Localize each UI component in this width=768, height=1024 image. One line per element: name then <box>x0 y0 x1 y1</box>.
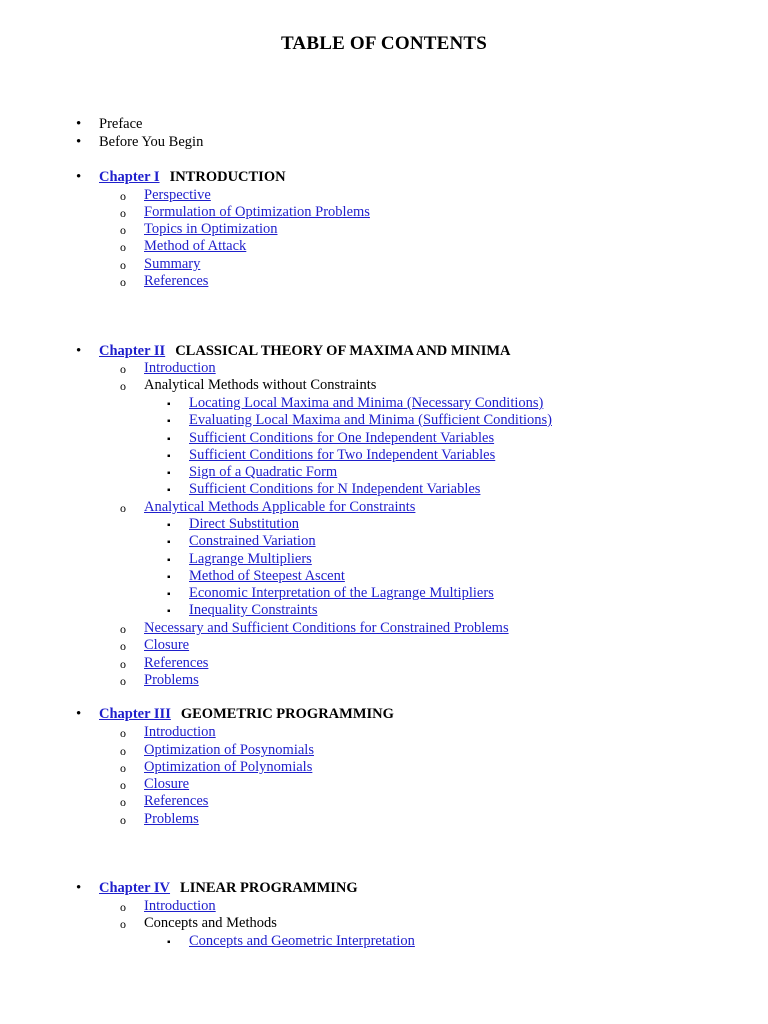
section-entry <box>120 811 199 828</box>
section-entry <box>120 377 377 394</box>
circle-bullet-icon: o <box>120 639 126 653</box>
circle-bullet-icon: o <box>120 917 126 931</box>
section-entry <box>120 221 278 238</box>
toc-link[interactable]: Constrained Variation <box>189 533 316 549</box>
toc-link[interactable]: Topics in Optimization <box>144 221 278 237</box>
toc-link[interactable]: Optimization of Posynomials <box>144 742 314 758</box>
section-entry <box>120 776 190 793</box>
square-bullet-icon: ▪ <box>167 937 171 948</box>
chapter-entry <box>76 880 358 897</box>
bullet-icon: • <box>76 343 82 359</box>
circle-bullet-icon: o <box>120 744 126 758</box>
toc-link[interactable]: Introduction <box>144 898 216 914</box>
subsection-entry <box>167 481 481 498</box>
square-bullet-icon: ▪ <box>167 468 171 479</box>
square-bullet-icon: ▪ <box>167 572 171 583</box>
circle-bullet-icon: o <box>120 379 126 393</box>
circle-bullet-icon: o <box>120 657 126 671</box>
toc-link[interactable]: Sufficient Conditions for One Independent Variables <box>189 430 495 446</box>
circle-bullet-icon: o <box>120 240 126 254</box>
circle-bullet-icon: o <box>120 189 126 203</box>
subsection-entry <box>167 568 345 585</box>
circle-bullet-icon: o <box>120 362 126 376</box>
circle-bullet-icon: o <box>120 761 126 775</box>
chapter-link[interactable]: Chapter II <box>99 343 166 359</box>
chapter-link[interactable]: Chapter I <box>99 169 160 185</box>
circle-bullet-icon: o <box>120 726 126 740</box>
toc-link[interactable]: Formulation of Optimization Problems <box>144 204 370 220</box>
toc-link[interactable]: Necessary and Sufficient Conditions for Constrained Problems <box>144 620 509 636</box>
subsection-entry <box>167 516 299 533</box>
section-entry <box>120 238 247 255</box>
square-bullet-icon: ▪ <box>167 416 171 427</box>
toc-link[interactable]: Sufficient Conditions for N Independent Variables <box>189 481 481 497</box>
section-entry <box>120 759 313 776</box>
subsection-entry <box>167 933 415 950</box>
toc-link[interactable]: Problems <box>144 811 199 827</box>
circle-bullet-icon: o <box>120 258 126 272</box>
toc-link[interactable]: References <box>144 273 209 289</box>
section-entry <box>120 273 209 290</box>
toc-link[interactable]: Problems <box>144 672 199 688</box>
chapter-entry <box>76 169 286 186</box>
bullet-icon: • <box>76 134 82 150</box>
section-entry <box>120 187 211 204</box>
toc-label: Concepts and Methods <box>144 915 277 931</box>
subsection-entry <box>167 602 318 619</box>
chapter-link[interactable]: Chapter IV <box>99 880 171 896</box>
circle-bullet-icon: o <box>120 223 126 237</box>
toc-link[interactable]: Introduction <box>144 360 216 376</box>
subsection-entry <box>167 551 312 568</box>
circle-bullet-icon: o <box>120 813 126 827</box>
page-title: TABLE OF CONTENTS <box>280 33 488 54</box>
toc-link[interactable]: Perspective <box>144 187 211 203</box>
toc-link[interactable]: Inequality Constraints <box>189 602 318 618</box>
subsection-entry <box>167 412 552 429</box>
circle-bullet-icon: o <box>120 275 126 289</box>
circle-bullet-icon: o <box>120 501 126 515</box>
subsection-entry <box>167 533 316 550</box>
section-entry <box>120 724 216 741</box>
toc-link[interactable]: References <box>144 655 209 671</box>
chapter-entry <box>76 706 394 723</box>
toc-entry <box>76 134 204 151</box>
toc-link[interactable]: Summary <box>144 256 201 272</box>
toc-label: Analytical Methods without Constraints <box>144 377 377 393</box>
section-entry <box>120 915 277 932</box>
chapter-title: GEOMETRIC PROGRAMMING <box>180 706 394 722</box>
square-bullet-icon: ▪ <box>167 485 171 496</box>
toc-link[interactable]: Lagrange Multipliers <box>189 551 312 567</box>
square-bullet-icon: ▪ <box>167 434 171 445</box>
toc-label: Before You Begin <box>99 134 204 150</box>
square-bullet-icon: ▪ <box>167 555 171 566</box>
section-entry <box>120 620 509 637</box>
bullet-icon: • <box>76 169 82 185</box>
chapter-title: LINEAR PROGRAMMING <box>180 880 358 896</box>
subsection-entry <box>167 430 495 447</box>
circle-bullet-icon: o <box>120 778 126 792</box>
circle-bullet-icon: o <box>120 674 126 688</box>
chapter-link[interactable]: Chapter III <box>99 706 171 722</box>
chapter-title: CLASSICAL THEORY OF MAXIMA AND MINIMA <box>175 343 511 359</box>
section-entry <box>120 742 314 759</box>
toc-link[interactable]: Optimization of Polynomials <box>144 759 313 775</box>
toc-link[interactable]: Locating Local Maxima and Minima (Necessary Conditions) <box>189 395 544 411</box>
toc-entry <box>76 116 143 133</box>
bullet-icon: • <box>76 116 82 132</box>
square-bullet-icon: ▪ <box>167 537 171 548</box>
toc-link[interactable]: Evaluating Local Maxima and Minima (Sufficient Conditions) <box>189 412 552 428</box>
section-entry <box>120 256 201 273</box>
circle-bullet-icon: o <box>120 900 126 914</box>
toc-link[interactable]: Closure <box>144 637 190 653</box>
subsection-entry <box>167 395 544 412</box>
circle-bullet-icon: o <box>120 622 126 636</box>
bullet-icon: • <box>76 706 82 722</box>
toc-link[interactable]: Sign of a Quadratic Form <box>189 464 338 480</box>
section-entry <box>120 637 190 654</box>
section-entry <box>120 204 370 221</box>
section-entry <box>120 898 216 915</box>
section-entry <box>120 793 209 810</box>
circle-bullet-icon: o <box>120 795 126 809</box>
toc-link[interactable]: Sufficient Conditions for Two Independent Variables <box>189 447 496 463</box>
toc-link[interactable]: Closure <box>144 776 190 792</box>
chapter-entry <box>76 343 511 360</box>
square-bullet-icon: ▪ <box>167 399 171 410</box>
square-bullet-icon: ▪ <box>167 589 171 600</box>
square-bullet-icon: ▪ <box>167 451 171 462</box>
section-entry <box>120 672 199 689</box>
toc-link[interactable]: Analytical Methods Applicable for Constraints <box>144 499 416 515</box>
bullet-icon: • <box>76 880 82 896</box>
toc-link[interactable]: Method of Steepest Ascent <box>189 568 345 584</box>
section-entry <box>120 499 416 516</box>
toc-label: Preface <box>99 116 143 132</box>
toc-link[interactable]: Introduction <box>144 724 216 740</box>
chapter-title: INTRODUCTION <box>169 169 286 185</box>
toc-link[interactable]: Direct Substitution <box>189 516 299 532</box>
subsection-entry <box>167 447 496 464</box>
subsection-entry <box>167 585 494 602</box>
section-entry <box>120 360 216 377</box>
subsection-entry <box>167 464 338 481</box>
toc-link[interactable]: References <box>144 793 209 809</box>
toc-link[interactable]: Concepts and Geometric Interpretation <box>189 933 415 949</box>
toc-link[interactable]: Method of Attack <box>144 238 247 254</box>
square-bullet-icon: ▪ <box>167 520 171 531</box>
circle-bullet-icon: o <box>120 206 126 220</box>
square-bullet-icon: ▪ <box>167 606 171 617</box>
section-entry <box>120 655 209 672</box>
toc-link[interactable]: Economic Interpretation of the Lagrange Multipliers <box>189 585 494 601</box>
